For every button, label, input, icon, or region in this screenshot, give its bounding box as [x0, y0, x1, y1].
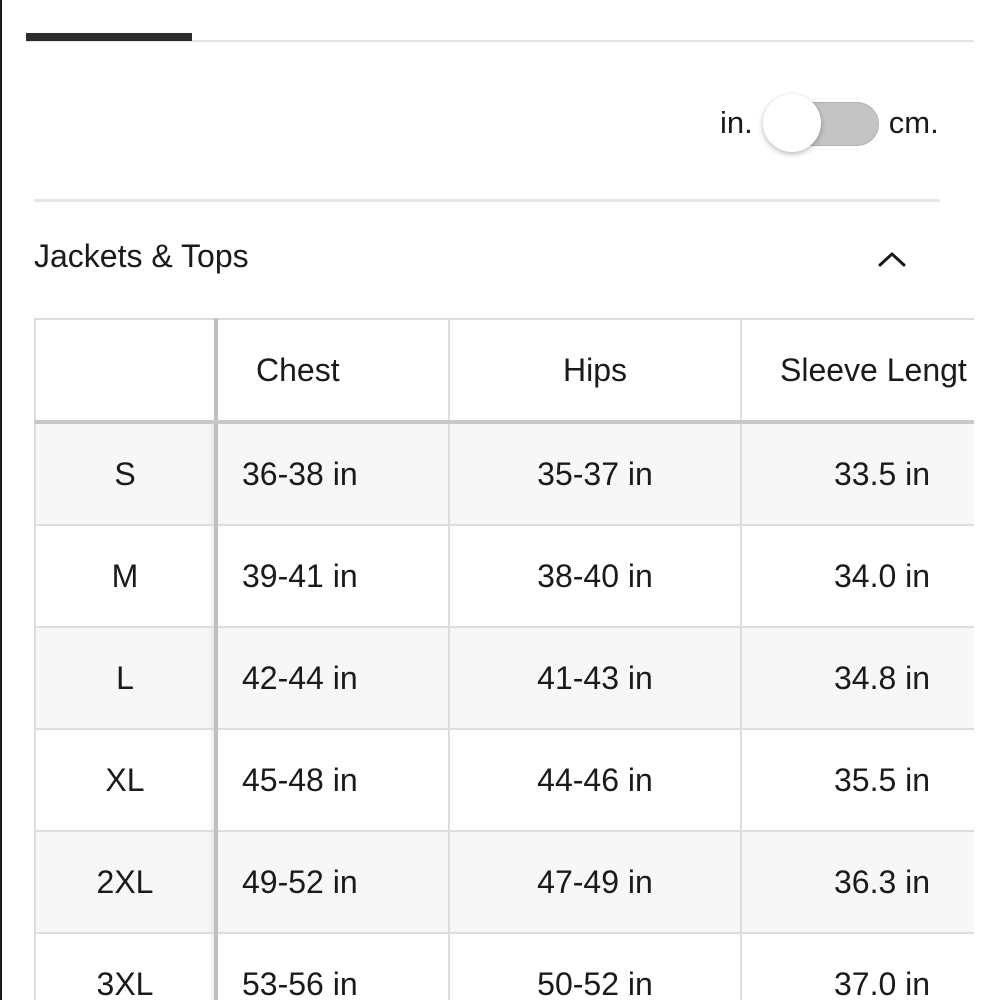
unit-switch[interactable]	[763, 92, 875, 154]
chest-cell: 42-44 in	[216, 627, 449, 729]
table-row	[35, 729, 974, 831]
size-cell: M	[35, 525, 216, 627]
unit-switch-knob[interactable]	[763, 94, 821, 152]
header-size	[35, 319, 216, 422]
unit-label-inches[interactable]: in.	[720, 105, 753, 140]
table-row	[35, 422, 974, 525]
table-row	[35, 831, 974, 933]
size-cell: S	[35, 422, 216, 525]
window-edge	[0, 0, 2, 1000]
size-cell: XL	[35, 729, 216, 831]
sleeve-length-cell: 37.0 in	[741, 933, 974, 1000]
section-title[interactable]: Jackets & Tops	[34, 238, 249, 274]
chest-cell: 36-38 in	[216, 422, 449, 525]
sleeve-length-cell: 33.5 in	[741, 422, 974, 525]
chevron-up-icon[interactable]	[878, 251, 906, 267]
header-chest: Chest	[216, 319, 449, 422]
sleeve-length-cell: 36.3 in	[741, 831, 974, 933]
size-table-scroll[interactable]	[34, 318, 974, 1000]
section-divider	[34, 199, 940, 202]
chest-cell: 39-41 in	[216, 525, 449, 627]
hips-cell: 47-49 in	[449, 831, 741, 933]
table-header-row	[35, 319, 974, 422]
unit-label-centimeters[interactable]: cm.	[888, 105, 939, 140]
sleeve-length-cell: 35.5 in	[741, 729, 974, 831]
table-row	[35, 933, 974, 1000]
unit-toggle	[720, 92, 939, 154]
header-hips: Hips	[449, 319, 741, 422]
table-row	[35, 627, 974, 729]
hips-cell: 44-46 in	[449, 729, 741, 831]
hips-cell: 35-37 in	[449, 422, 741, 525]
header-sleeve-length: Sleeve Lengt	[741, 319, 974, 422]
size-cell: 2XL	[35, 831, 216, 933]
table-row	[35, 525, 974, 627]
hips-cell: 41-43 in	[449, 627, 741, 729]
hips-cell: 50-52 in	[449, 933, 741, 1000]
chest-cell: 53-56 in	[216, 933, 449, 1000]
size-cell: L	[35, 627, 216, 729]
hips-cell: 38-40 in	[449, 525, 741, 627]
size-cell: 3XL	[35, 933, 216, 1000]
size-table	[34, 318, 974, 1000]
chest-cell: 49-52 in	[216, 831, 449, 933]
active-tab-indicator[interactable]	[26, 33, 192, 41]
sleeve-length-cell: 34.8 in	[741, 627, 974, 729]
chest-cell: 45-48 in	[216, 729, 449, 831]
sleeve-length-cell: 34.0 in	[741, 525, 974, 627]
